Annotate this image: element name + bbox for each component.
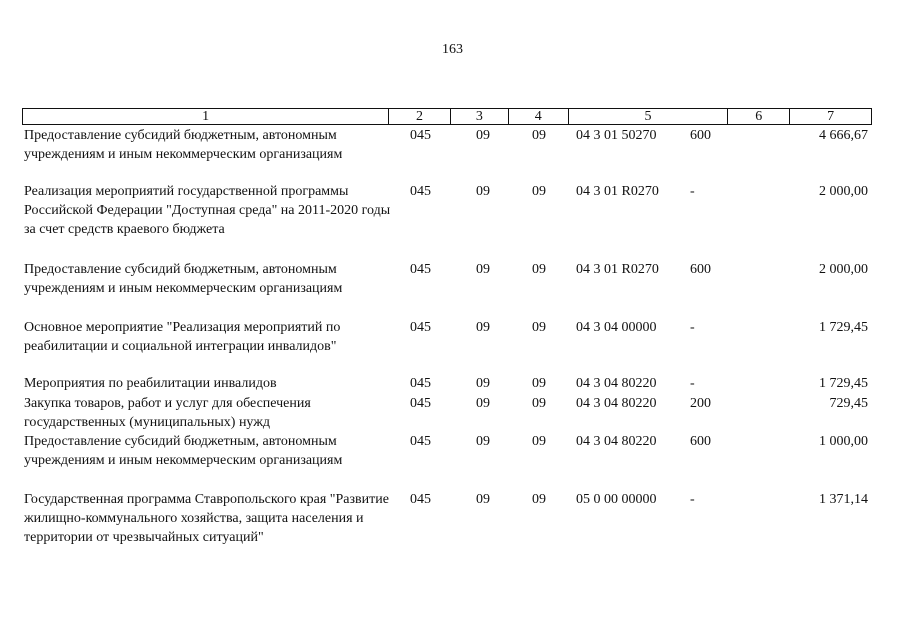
row-amount: 2 000,00	[819, 262, 868, 277]
row-expense-type: -	[690, 184, 695, 199]
row-target-code: 05 0 00 00000	[576, 492, 657, 507]
row-section: 09	[476, 262, 490, 277]
row-section: 09	[476, 320, 490, 335]
row-expense-type: 600	[690, 434, 711, 449]
row-target-code: 04 3 04 80220	[576, 434, 657, 449]
row-target-code: 04 3 01 R0270	[576, 184, 659, 199]
budget-table	[22, 108, 872, 545]
row-name: Предоставление субсидий бюджетным, автономным учреждениям и иным некоммерческим организациям	[24, 262, 343, 296]
row-name: Государственная программа Ставропольского края "Развитие жилищно-коммунального хозяйства, защита населения и территории от чрезвычайных ситуаций"	[24, 492, 389, 545]
row-expense-type: -	[690, 492, 695, 507]
header-col-1: 1	[202, 109, 210, 124]
row-target-code: 04 3 04 80220	[576, 396, 657, 411]
row-expense-type: 600	[690, 262, 711, 277]
row-name: Мероприятия по реабилитации инвалидов	[24, 376, 277, 391]
page-number: 163	[442, 42, 463, 57]
row-amount: 1 729,45	[819, 320, 868, 335]
row-expense-type: 200	[690, 396, 711, 411]
row-target-code: 04 3 01 50270	[576, 128, 657, 143]
row-amount: 729,45	[829, 396, 868, 411]
row-amount: 1 729,45	[819, 376, 868, 391]
row-name: Основное мероприятие "Реализация мероприятий по реабилитации и социальной интеграции инвалидов"	[24, 320, 341, 354]
row-section: 09	[476, 492, 490, 507]
header-col-3: 3	[450, 109, 508, 124]
header-col-6: 6	[727, 109, 789, 124]
row-name: Предоставление субсидий бюджетным, автономным учреждениям и иным некоммерческим организациям	[24, 434, 343, 468]
row-ministry-code: 045	[410, 434, 431, 449]
row-section: 09	[476, 434, 490, 449]
row-subsection: 09	[532, 376, 546, 391]
row-subsection: 09	[532, 128, 546, 143]
header-col-2: 2	[388, 109, 450, 124]
row-section: 09	[476, 128, 490, 143]
row-subsection: 09	[532, 396, 546, 411]
row-name: Закупка товаров, работ и услуг для обеспечения государственных (муниципальных) нужд	[24, 396, 311, 430]
row-subsection: 09	[532, 434, 546, 449]
row-name: Реализация мероприятий государственной программы Российской Федерации "Доступная среда" на 2011-2020 годы за счет средств краевого бюджета	[24, 184, 391, 237]
row-ministry-code: 045	[410, 320, 431, 335]
row-ministry-code: 045	[410, 262, 431, 277]
header-col-7: 7	[789, 109, 871, 124]
row-ministry-code: 045	[410, 376, 431, 391]
row-ministry-code: 045	[410, 128, 431, 143]
row-amount: 1 000,00	[819, 434, 868, 449]
row-amount: 1 371,14	[819, 492, 868, 507]
row-subsection: 09	[532, 184, 546, 199]
row-amount: 4 666,67	[819, 128, 868, 143]
row-target-code: 04 3 04 80220	[576, 376, 657, 391]
row-subsection: 09	[532, 262, 546, 277]
row-expense-type: -	[690, 320, 695, 335]
row-section: 09	[476, 396, 490, 411]
row-ministry-code: 045	[410, 396, 431, 411]
row-expense-type: -	[690, 376, 695, 391]
row-target-code: 04 3 01 R0270	[576, 262, 659, 277]
row-expense-type: 600	[690, 128, 711, 143]
header-col-4: 4	[508, 109, 568, 124]
row-section: 09	[476, 376, 490, 391]
row-target-code: 04 3 04 00000	[576, 320, 657, 335]
row-section: 09	[476, 184, 490, 199]
header-col-5: 5	[568, 109, 728, 124]
row-name: Предоставление субсидий бюджетным, автономным учреждениям и иным некоммерческим организациям	[24, 128, 343, 162]
row-subsection: 09	[532, 320, 546, 335]
row-amount: 2 000,00	[819, 184, 868, 199]
table-header	[22, 108, 872, 125]
row-subsection: 09	[532, 492, 546, 507]
row-ministry-code: 045	[410, 492, 431, 507]
row-ministry-code: 045	[410, 184, 431, 199]
